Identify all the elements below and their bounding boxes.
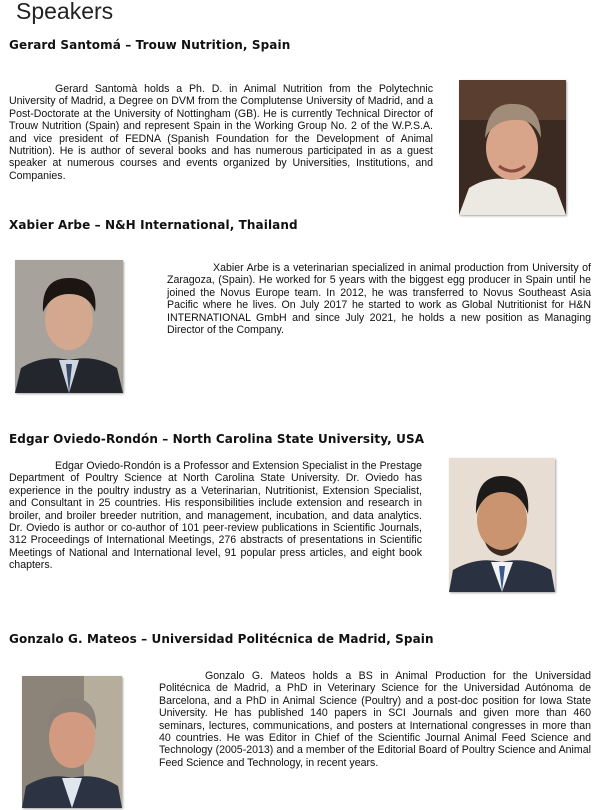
- speaker-name-mateos: Gonzalo G. Mateos – Universidad Politécnica de Madrid, Spain: [9, 632, 434, 646]
- speaker-photo-santoma: [459, 80, 566, 215]
- speaker-photo-arbe: [15, 260, 123, 393]
- speaker-name-santoma: Gerard Santomá – Trouw Nutrition, Spain: [9, 38, 291, 52]
- speaker-bio-mateos: Gonzalo G. Mateos holds a BS in Animal Production for the Universidad Politécnica de Madrid, a PhD in Veterinary Science for the Universidad Autónoma de Barcelona, and a PhD in Animal Science (Poultry) and a post-doc position for Iowa State University. He has published 140 papers in SCI Journals and given more than 460 seminars, lectures, communications, and posters at International congresses in more than 40 countries. He was Editor in Chief of the Scientific Journal Animal Feed Science and Technology (2005-2013) and a member of the Editorial Board of Poultry Science and Animal Feed Science and Technology, in recent years.: [159, 670, 591, 769]
- page-title: Speakers: [16, 0, 114, 24]
- speaker-photo-oviedo: [449, 458, 555, 592]
- speaker-name-arbe: Xabier Arbe – N&H International, Thailand: [9, 218, 298, 232]
- speaker-bio-oviedo: Edgar Oviedo-Rondón is a Professor and Extension Specialist in the Prestage Department of Poultry Science at North Carolina State University. Dr. Oviedo has experience in the poultry industry as a Veterinarian, Nutritionist, Extension Specialist, and Consultant in 25 countries. His responsibilities include extension and research in broiler, and broiler breeder nutrition, and management, incubation, and data analytics. Dr. Oviedo is author or co-author of 101 peer-review publications in Scientific Journals, 312 Proceedings of International Meetings, 276 abstracts of presentations in Scientific Meetings of National and International level, 91 popular press articles, and eight book chapters.: [9, 460, 422, 572]
- speaker-photo-mateos: [22, 676, 122, 808]
- speaker-name-oviedo: Edgar Oviedo-Rondón – North Carolina State University, USA: [9, 432, 425, 446]
- speaker-bio-santoma: Gerard Santomà holds a Ph. D. in Animal Nutrition from the Polytechnic University of Madrid, a Degree on DVM from the Complutense University of Madrid, and a Post-Doctorate at the University of Nottingham (GB). He is currently Technical Director of Trouw Nutrition (Spain) and represent Spain in the Working Group No. 2 of the W.P.S.A. and vice president of FEDNA (Spanish Foundation for the Development of Animal Nutrition). He is author of several books and has numerous participated in as a guest speaker at numerous courses and events organized by Universities, Institutions, and Companies.: [9, 83, 433, 182]
- speaker-bio-arbe: Xabier Arbe is a veterinarian specialized in animal production from University of Zaragoza, (Spain). He worked for 5 years with the biggest egg producer in Spain until he joined the Novus Europe team. In 2012, he was transferred to Novus Southeast Asia Pacific where he lives. On July 2017 he started to work as Global Nutritionist for H&N INTERNATIONAL GmbH and since July 2021, he holds a new position as Managing Director of the Company.: [167, 262, 591, 337]
